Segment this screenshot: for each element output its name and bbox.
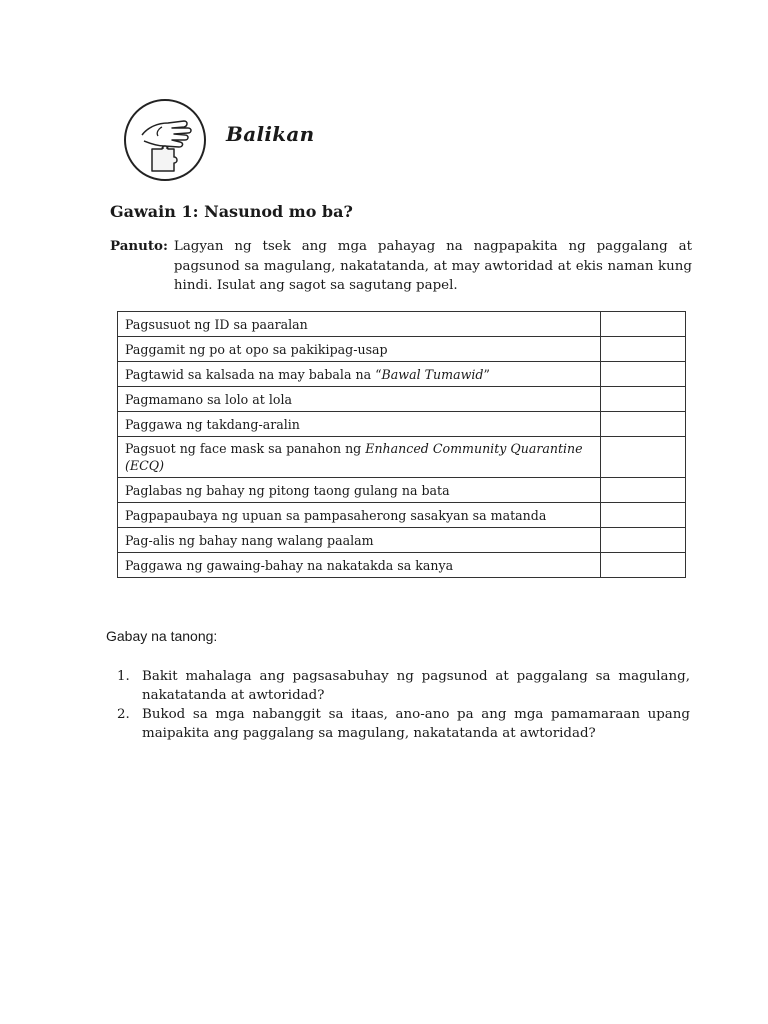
answer-cell[interactable] xyxy=(601,412,686,437)
activity-title: Gawain 1: Nasunod mo ba? xyxy=(110,202,353,221)
answer-cell[interactable] xyxy=(601,337,686,362)
table-row xyxy=(118,528,686,553)
guide-questions xyxy=(117,667,690,743)
instructions-label: Panuto: xyxy=(110,238,168,254)
statement-cell: Paggawa ng takdang-aralin xyxy=(118,412,601,437)
hand-puzzle-icon xyxy=(122,97,208,183)
answer-cell[interactable] xyxy=(601,387,686,412)
question-text: Bukod sa mga nabanggit sa itaas, ano-ano pa ang mga pamamaraan upang maipakita ang paggalang sa magulang, nakatatanda at awtoridad? xyxy=(142,707,690,741)
answer-cell[interactable] xyxy=(601,362,686,387)
table-row xyxy=(118,387,686,412)
answer-cell[interactable] xyxy=(601,478,686,503)
statement-cell xyxy=(118,362,601,387)
instructions xyxy=(110,237,692,296)
section-title: Balikan xyxy=(226,122,315,146)
table-row xyxy=(118,478,686,503)
statement-emphasis: Enhanced Community Quarantine (ECQ) xyxy=(125,441,583,473)
answer-cell[interactable] xyxy=(601,503,686,528)
statement-cell: Pagpapaubaya ng upuan sa pampasaherong sasakyan sa matanda xyxy=(118,503,601,528)
statement-cell: Paggamit ng po at opo sa pakikipag-usap xyxy=(118,337,601,362)
table-row xyxy=(118,337,686,362)
table-row xyxy=(118,503,686,528)
question-number: 1. xyxy=(117,669,130,684)
answer-cell[interactable] xyxy=(601,528,686,553)
statement-text: Pagtawid sa kalsada na may babala na “ xyxy=(125,366,382,382)
checklist-table xyxy=(117,311,686,578)
statement-cell: Pagsusuot ng ID sa paaralan xyxy=(118,312,601,337)
table-row xyxy=(118,312,686,337)
statement-cell: Paggawa ng gawaing-bahay na nakatakda sa kanya xyxy=(118,553,601,578)
instructions-text: Lagyan ng tsek ang mga pahayag na nagpapakita ng paggalang at pagsunod sa magulang, nakatatanda, at may awtoridad at ekis naman kung hindi. Isulat ang sagot sa sagutang papel. xyxy=(173,239,692,293)
table-row xyxy=(118,437,686,478)
statement-cell xyxy=(118,437,601,478)
answer-cell[interactable] xyxy=(601,437,686,478)
guide-title: Gabay na tanong: xyxy=(106,628,218,644)
statement-text: ” xyxy=(483,366,490,382)
statement-emphasis: Bawal Tumawid xyxy=(381,366,484,382)
table-row xyxy=(118,412,686,437)
statement-text: Pagsuot ng face mask sa panahon ng xyxy=(125,441,366,456)
table-row xyxy=(118,553,686,578)
question-text: Bakit mahalaga ang pagsasabuhay ng pagsunod at paggalang sa magulang, nakatatanda at awtoridad? xyxy=(142,669,690,703)
answer-cell[interactable] xyxy=(601,553,686,578)
table-row xyxy=(118,362,686,387)
statement-cell: Paglabas ng bahay ng pitong taong gulang na bata xyxy=(118,478,601,503)
statement-cell: Pagmamano sa lolo at lola xyxy=(118,387,601,412)
question-number: 2. xyxy=(117,707,130,722)
statement-cell: Pag-alis ng bahay nang walang paalam xyxy=(118,528,601,553)
list-item xyxy=(117,705,690,743)
answer-cell[interactable] xyxy=(601,312,686,337)
list-item xyxy=(117,667,690,705)
